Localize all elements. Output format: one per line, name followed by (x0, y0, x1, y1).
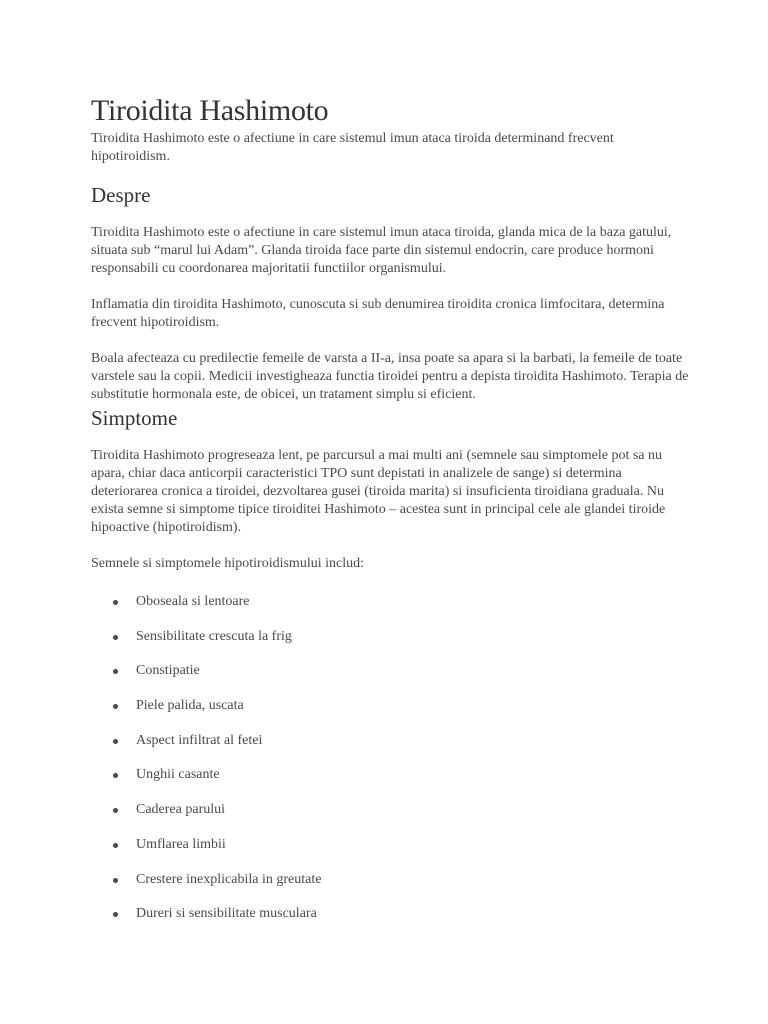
bullet-icon (113, 704, 118, 709)
list-item-label: Caderea parului (136, 802, 226, 818)
list-item (91, 836, 691, 871)
bullet-icon (113, 843, 118, 848)
despre-paragraph-1: Tiroidita Hashimoto este o afectiune in care sistemul imun ataca tiroida, glanda mica de la baza gatului, situata sub “marul lui Adam”. Glanda tiroida face parte din sistemul endocrin, care produce hormoni responsabili cu coordonarea majoritatii functiilor organismului. (91, 225, 672, 276)
list-item (91, 766, 691, 801)
despre-paragraph-2: Inflamatia din tiroidita Hashimoto, cunoscuta si sub denumirea tiroidita cronica limfocitara, determina frecvent hipotiroidism. (91, 297, 665, 330)
list-item-label: Aspect infiltrat al fetei (136, 732, 263, 748)
list-item (91, 905, 691, 940)
section-heading-simptome: Simptome (91, 406, 178, 430)
list-item (91, 593, 691, 628)
list-item (91, 801, 691, 836)
list-item-label: Dureri si sensibilitate musculara (136, 906, 317, 922)
simptome-paragraph-1: Tiroidita Hashimoto progreseaza lent, pe parcursul a mai multi ani (semnele sau simptomele pot sa nu apara, chiar daca anticorpii caracteristici TPO sunt depistati in analizele de sange) si determina deteriorarea cronica a tiroidei, dezvoltarea gusei (tiroida marita) si insuficienta tiroidiana graduala. Nu exista semne si simptome tipice tiroiditei Hashimoto – acestea sunt in principal cele ale glandei tiroide hipoactive (hipotiroidism). (91, 448, 666, 535)
list-item-label: Sensibilitate crescuta la frig (136, 628, 292, 644)
simptome-paragraph-2: Semnele si simptomele hipotiroidismului includ: (91, 556, 364, 571)
despre-paragraph-3: Boala afecteaza cu predilectie femeile de varsta a II-a, insa poate sa apara si la barbati, la femeile de toate varstele sau la copii. Medicii investigheaza functia tiroidei pentru a depista tiroidita Hashimoto. Terapia de substitutie hormonala este, de obicei, un tratament simplu si eficient. (91, 351, 689, 402)
document-page (91, 92, 691, 940)
bullet-icon (113, 808, 118, 813)
page-title: Tiroidita Hashimoto (91, 94, 329, 127)
list-item (91, 662, 691, 697)
list-item (91, 697, 691, 732)
list-item-label: Constipatie (136, 663, 200, 679)
list-item (91, 628, 691, 663)
list-item-label: Unghii casante (136, 767, 220, 783)
list-item-label: Umflarea limbii (136, 836, 226, 852)
bullet-icon (113, 635, 118, 640)
intro-paragraph: Tiroidita Hashimoto este o afectiune in care sistemul imun ataca tiroida determinand frecvent hipotiroidism. (91, 131, 614, 164)
bullet-icon (113, 669, 118, 674)
bullet-icon (113, 878, 118, 883)
bullet-icon (113, 600, 118, 605)
bullet-icon (113, 739, 118, 744)
section-heading-despre: Despre (91, 183, 151, 207)
symptoms-list (91, 593, 691, 940)
list-item (91, 732, 691, 767)
list-item-label: Crestere inexplicabila in greutate (136, 871, 322, 887)
list-item (91, 871, 691, 906)
list-item-label: Oboseala si lentoare (136, 594, 250, 609)
bullet-icon (113, 773, 118, 778)
bullet-icon (113, 912, 118, 917)
list-item-label: Piele palida, uscata (136, 698, 244, 714)
